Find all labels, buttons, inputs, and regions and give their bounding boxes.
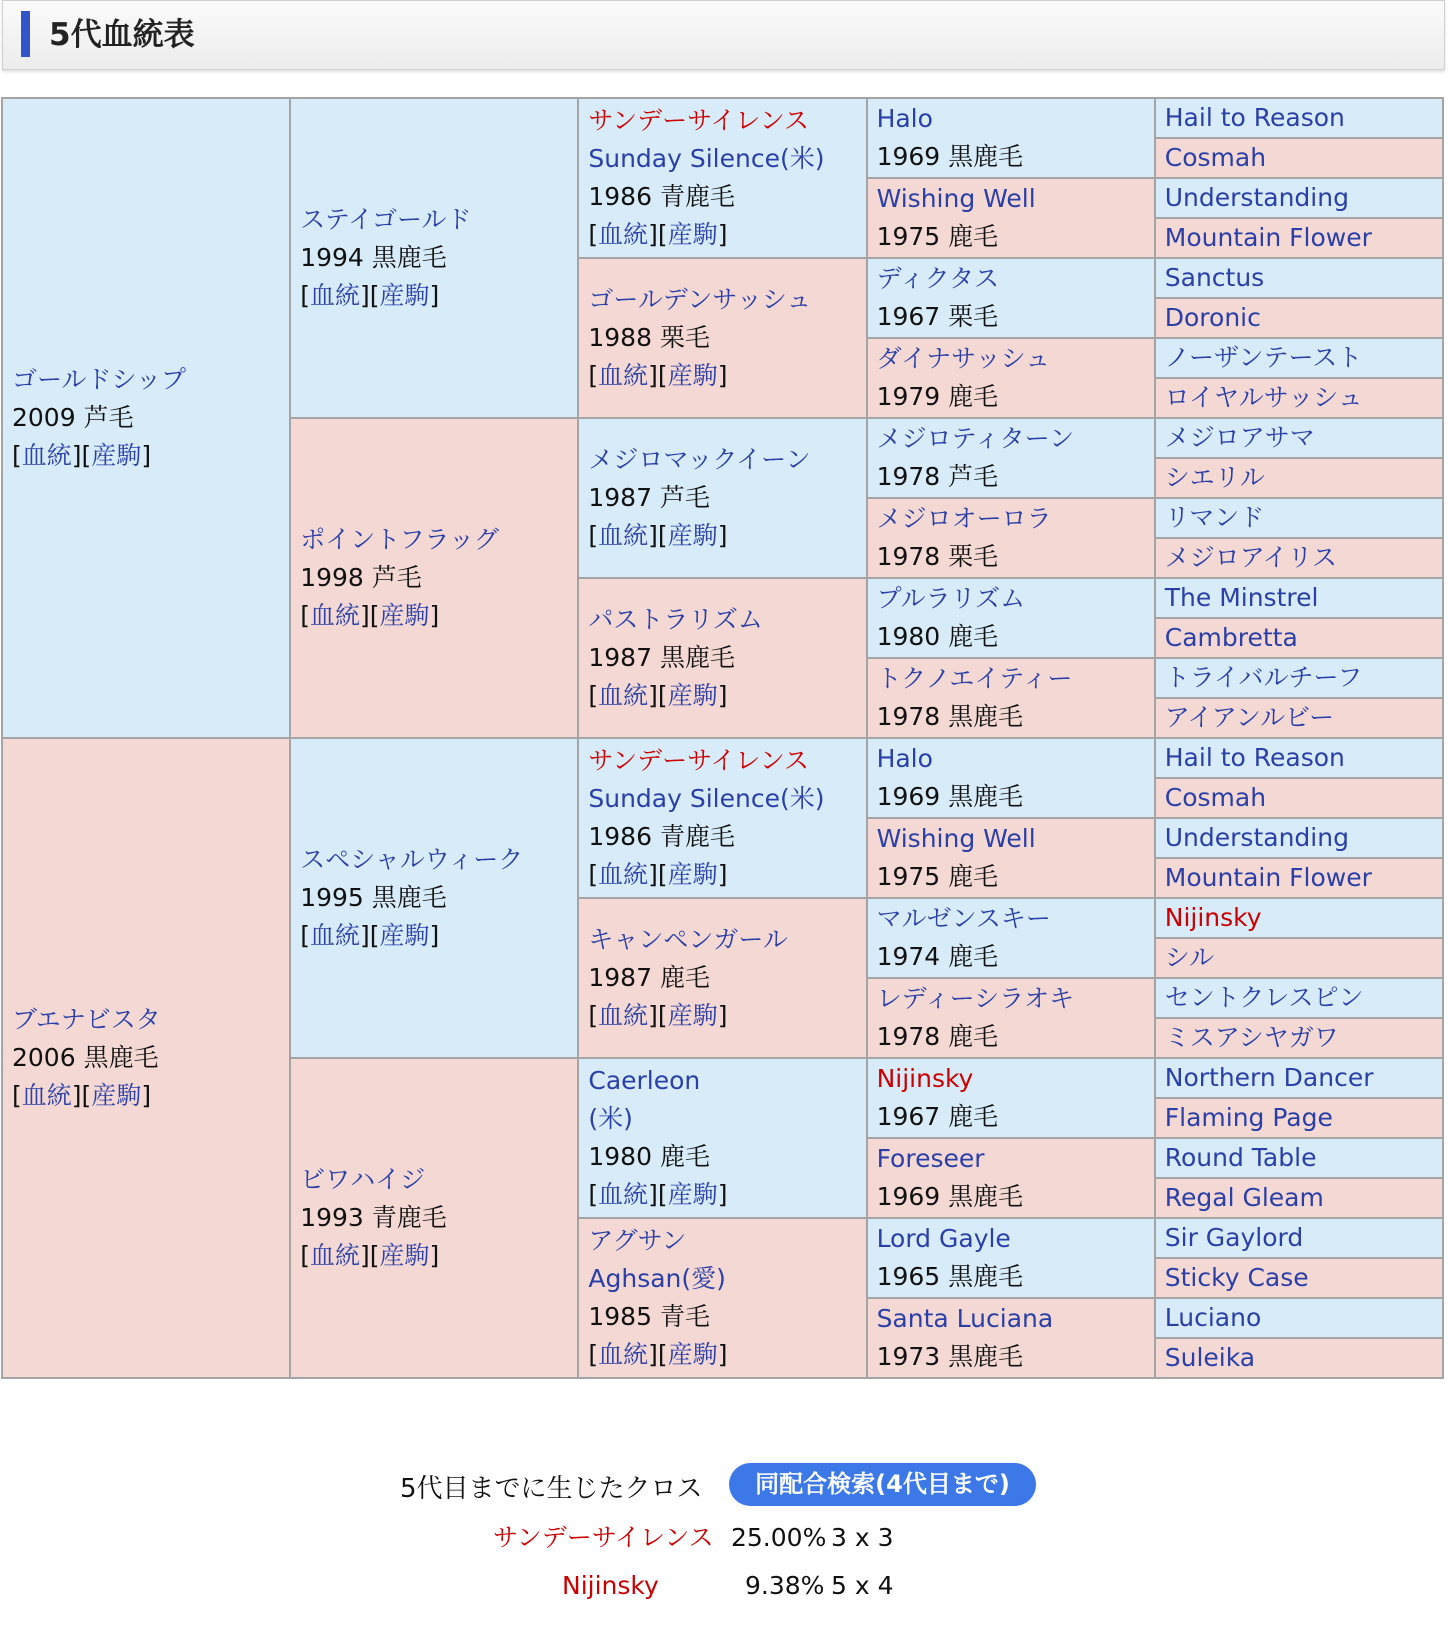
gen3-horse-name[interactable]: サンデーサイレンス (588, 746, 810, 775)
gen5-cell (1155, 258, 1443, 298)
gen4-horse-name[interactable]: メジロティターン (876, 424, 1075, 453)
gen5-cell (1155, 1178, 1443, 1218)
progeny-link[interactable]: 産駒 (667, 860, 718, 889)
bracket: [ (657, 220, 668, 249)
gen3-horse-name-alt[interactable]: Sunday Silence(米) (588, 784, 825, 813)
pedigree-link[interactable]: 血統 (598, 521, 649, 550)
gen5-horse-name[interactable]: トライバルチーフ (1164, 663, 1363, 692)
bracket: ] (648, 681, 658, 710)
gen3-horse-name[interactable]: アグサン (588, 1226, 687, 1255)
gen5-horse-name[interactable]: シエリル (1164, 463, 1265, 492)
pedigree-link[interactable]: 血統 (309, 921, 360, 950)
gen2-cell (290, 1058, 578, 1378)
section-title: 5代血統表 (49, 17, 195, 53)
gen3-horse-info: 1988 栗毛 (588, 323, 710, 352)
gen2-cell (290, 738, 578, 1058)
pedigree-links (588, 216, 865, 254)
gen3-horse-name[interactable]: Caerleon (588, 1066, 701, 1095)
progeny-link[interactable]: 産駒 (667, 220, 718, 249)
gen5-horse-name[interactable]: Doronic (1164, 303, 1261, 332)
gen1-horse-info: 2006 黒鹿毛 (12, 1043, 159, 1072)
gen2-horse-info: 1993 青鹿毛 (300, 1203, 447, 1232)
gen4-cell (867, 818, 1155, 898)
gen3-horse-info: 1987 黒鹿毛 (588, 643, 735, 672)
gen3-cell (578, 898, 866, 1058)
gen3-horse-name[interactable]: ゴールデンサッシュ (588, 285, 812, 314)
gen4-cell (867, 738, 1155, 818)
gen5-cell (1155, 1258, 1443, 1298)
gen4-cell (867, 178, 1155, 258)
bracket: ] (429, 1241, 440, 1270)
gen4-horse-name[interactable]: Wishing Well (876, 184, 1036, 213)
pedigree-link[interactable]: 血統 (598, 1180, 649, 1209)
gen5-horse-name[interactable]: Hail to Reason (1164, 743, 1345, 772)
gen3-cell (578, 1218, 866, 1378)
gen5-cell (1155, 178, 1443, 218)
gen4-cell (867, 98, 1155, 178)
gen4-horse-info: 1967 栗毛 (876, 302, 999, 331)
gen3-horse-info: 1980 鹿毛 (588, 1142, 710, 1171)
same-mating-search-button[interactable]: 同配合検索(4代目まで) (729, 1463, 1036, 1506)
gen5-cell (1155, 1218, 1443, 1258)
pedigree-links (588, 357, 865, 395)
gen4-horse-name[interactable]: トクノエイティー (876, 664, 1073, 693)
gen5-horse-name[interactable]: シル (1164, 943, 1215, 972)
gen5-horse-name[interactable]: Understanding (1164, 183, 1349, 212)
bracket: ] (141, 441, 152, 470)
gen5-horse-name[interactable]: Sticky Case (1164, 1263, 1309, 1292)
gen3-horse-name[interactable]: パストラリズム (588, 605, 763, 634)
gen1-horse-name[interactable]: ブエナビスタ (12, 1005, 161, 1034)
bracket: ] (429, 921, 440, 950)
bracket: [ (588, 860, 599, 889)
cross-percent: 9.38% (745, 1571, 825, 1600)
bracket: ] (648, 220, 658, 249)
gen5-horse-name[interactable]: Nijinsky (1164, 903, 1262, 932)
bracket: [ (300, 601, 310, 630)
gen3-horse-info: 1987 芦毛 (588, 483, 710, 512)
cross-title: 5代目までに生じたクロス (400, 1474, 703, 1504)
gen2-horse-name[interactable]: ポイントフラッグ (300, 525, 499, 554)
gen4-horse-info: 1969 黒鹿毛 (876, 1182, 1024, 1211)
bracket: [ (588, 681, 599, 710)
pedigree-links (588, 856, 865, 894)
pedigree-link[interactable]: 血統 (309, 281, 360, 310)
gen5-cell (1155, 138, 1443, 178)
gen1-cell (2, 738, 290, 1378)
gen5-cell (1155, 738, 1443, 778)
gen4-cell (867, 1058, 1155, 1138)
gen4-horse-info: 1978 栗毛 (876, 542, 999, 571)
gen4-horse-name[interactable]: マルゼンスキー (876, 904, 1051, 933)
gen4-cell (867, 338, 1155, 418)
gen5-cell (1155, 978, 1443, 1018)
gen3-horse-info: 1987 鹿毛 (588, 963, 710, 992)
gen5-horse-name[interactable]: Cosmah (1164, 783, 1267, 812)
gen3-horse-name[interactable]: サンデーサイレンス (588, 106, 810, 135)
section-accent-bar (21, 11, 30, 57)
bracket: [ (588, 361, 599, 390)
gen5-horse-name[interactable]: Cambretta (1164, 623, 1298, 652)
progeny-link[interactable]: 産駒 (667, 1001, 718, 1030)
gen4-horse-name[interactable]: Halo (876, 104, 933, 133)
gen4-cell (867, 658, 1155, 738)
pedigree-links (588, 1336, 865, 1374)
gen3-horse-info: 1986 青鹿毛 (588, 822, 735, 851)
bracket: ] (648, 1001, 658, 1030)
gen5-cell (1155, 618, 1443, 658)
gen5-cell (1155, 98, 1443, 138)
gen5-cell (1155, 458, 1443, 498)
gen4-horse-name[interactable]: Nijinsky (876, 1064, 974, 1093)
gen4-cell (867, 578, 1155, 658)
pedigree-link[interactable]: 血統 (598, 681, 649, 710)
gen4-horse-info: 1969 黒鹿毛 (876, 142, 1024, 171)
bracket: ] (648, 1180, 658, 1209)
bracket: ] (717, 1180, 728, 1209)
cross-generations: 3 x 3 (831, 1523, 894, 1552)
gen4-horse-name[interactable]: プルラリズム (876, 584, 1026, 613)
gen4-cell (867, 418, 1155, 498)
gen1-horse-info: 2009 芦毛 (12, 403, 134, 432)
bracket: [ (369, 1241, 380, 1270)
gen5-cell (1155, 898, 1443, 938)
gen5-horse-name[interactable]: Flaming Page (1164, 1103, 1333, 1132)
gen3-horse-name-alt[interactable]: Aghsan(愛) (588, 1264, 726, 1293)
gen4-cell (867, 1218, 1155, 1298)
gen5-horse-name[interactable]: リマンド (1164, 503, 1265, 532)
gen3-horse-name[interactable]: メジロマックイーン (588, 445, 811, 474)
gen2-cell (290, 418, 578, 738)
bracket: [ (588, 521, 599, 550)
pedigree-table (1, 97, 1444, 1379)
gen2-cell (290, 98, 578, 418)
bracket: ] (359, 921, 370, 950)
gen2-horse-info: 1995 黒鹿毛 (300, 883, 447, 912)
bracket: ] (717, 1340, 728, 1369)
gen5-horse-name[interactable]: アイアンルビー (1164, 703, 1335, 732)
pedigree-links (300, 1237, 577, 1275)
gen2-horse-name[interactable]: ステイゴールド (300, 205, 472, 234)
bracket: [ (369, 281, 380, 310)
pedigree-link[interactable]: 血統 (598, 1340, 649, 1369)
bracket: [ (657, 1001, 668, 1030)
gen2-horse-name[interactable]: ビワハイジ (300, 1165, 426, 1194)
bracket: [ (12, 441, 22, 470)
bracket: [ (300, 281, 310, 310)
gen5-cell (1155, 1098, 1443, 1138)
gen4-cell (867, 978, 1155, 1058)
bracket: ] (717, 681, 728, 710)
gen5-horse-name[interactable]: メジロアイリス (1164, 543, 1338, 572)
gen5-horse-name[interactable]: Mountain Flower (1164, 863, 1372, 892)
bracket: [ (300, 1241, 310, 1270)
bracket: ] (717, 1001, 728, 1030)
bracket: ] (717, 521, 728, 550)
pedigree-row (2, 98, 1443, 138)
bracket: ] (429, 601, 440, 630)
gen5-cell (1155, 818, 1443, 858)
bracket: ] (429, 281, 440, 310)
gen5-cell (1155, 1018, 1443, 1058)
gen4-horse-name[interactable]: Halo (876, 744, 933, 773)
bracket: ] (359, 281, 370, 310)
gen3-horse-name[interactable]: キャンペンガール (588, 925, 788, 954)
bracket: [ (588, 1001, 599, 1030)
progeny-link[interactable]: 産駒 (667, 1340, 718, 1369)
cross-generations: 5 x 4 (831, 1571, 894, 1600)
gen5-cell (1155, 218, 1443, 258)
pedigree-links (588, 517, 865, 555)
bracket: ] (717, 361, 728, 390)
gen4-cell (867, 258, 1155, 338)
gen4-horse-name[interactable]: Lord Gayle (876, 1224, 1011, 1253)
gen3-horse-info: 1985 青毛 (588, 1302, 710, 1331)
gen3-cell (578, 738, 866, 898)
section-header (2, 0, 1445, 70)
bracket: [ (657, 361, 668, 390)
pedigree-links (12, 1077, 289, 1115)
cross-horse-name[interactable]: Nijinsky (562, 1571, 659, 1600)
gen4-horse-info: 1975 鹿毛 (876, 222, 999, 251)
gen5-horse-name[interactable]: ロイヤルサッシュ (1164, 383, 1363, 412)
progeny-link[interactable]: 産駒 (667, 681, 718, 710)
gen4-cell (867, 1298, 1155, 1378)
progeny-link[interactable]: 産駒 (91, 441, 142, 470)
bracket: [ (369, 921, 380, 950)
gen4-horse-info: 1969 黒鹿毛 (876, 782, 1024, 811)
gen4-horse-name[interactable]: Foreseer (876, 1144, 985, 1173)
pedigree-link[interactable]: 血統 (309, 601, 360, 630)
gen2-horse-info: 1998 芦毛 (300, 563, 422, 592)
gen5-horse-name[interactable]: Regal Gleam (1164, 1183, 1324, 1212)
gen5-horse-name[interactable]: Round Table (1164, 1143, 1317, 1172)
gen4-horse-name[interactable]: レディーシラオキ (876, 984, 1075, 1013)
progeny-link[interactable]: 産駒 (667, 361, 718, 390)
bracket: ] (717, 860, 728, 889)
gen5-horse-name[interactable]: Understanding (1164, 823, 1349, 852)
pedigree-links (300, 277, 577, 315)
gen5-cell (1155, 578, 1443, 618)
bracket: [ (81, 1081, 92, 1110)
pedigree-link[interactable]: 血統 (309, 1241, 360, 1270)
progeny-link[interactable]: 産駒 (667, 521, 718, 550)
bracket: ] (71, 1081, 82, 1110)
gen5-cell (1155, 938, 1443, 978)
gen4-horse-name[interactable]: ディクタス (876, 264, 1000, 293)
bracket: ] (359, 601, 370, 630)
pedigree-link[interactable]: 血統 (598, 1001, 649, 1030)
gen5-horse-name[interactable]: Mountain Flower (1164, 223, 1372, 252)
bracket: ] (717, 220, 728, 249)
pedigree-links (12, 437, 289, 475)
bracket: [ (657, 1340, 668, 1369)
gen5-horse-name[interactable]: ノーザンテースト (1164, 343, 1363, 372)
gen5-horse-name[interactable]: Sanctus (1164, 263, 1265, 292)
pedigree-row (2, 738, 1443, 778)
gen4-cell (867, 1138, 1155, 1218)
gen5-horse-name[interactable]: セントクレスピン (1164, 983, 1364, 1012)
gen4-horse-info: 1980 鹿毛 (876, 622, 999, 651)
gen5-horse-name[interactable]: Sir Gaylord (1164, 1223, 1304, 1252)
gen5-horse-name[interactable]: Hail to Reason (1164, 103, 1345, 132)
gen4-horse-name[interactable]: メジロオーロラ (876, 504, 1052, 533)
pedigree-link[interactable]: 血統 (21, 1081, 72, 1110)
pedigree-links (300, 917, 577, 955)
gen4-horse-info: 1973 黒鹿毛 (876, 1342, 1024, 1371)
bracket: ] (359, 1241, 370, 1270)
bracket: [ (657, 1180, 668, 1209)
gen3-cell (578, 1058, 866, 1218)
gen3-cell (578, 578, 866, 738)
bracket: [ (300, 921, 310, 950)
gen5-cell (1155, 1338, 1443, 1378)
gen4-horse-info: 1978 黒鹿毛 (876, 702, 1024, 731)
progeny-link[interactable]: 産駒 (379, 1241, 430, 1270)
gen5-cell (1155, 418, 1443, 458)
gen5-cell (1155, 698, 1443, 738)
gen3-horse-info: 1986 青鹿毛 (588, 182, 735, 211)
gen4-horse-info: 1978 芦毛 (876, 462, 999, 491)
pedigree-links (588, 997, 865, 1035)
bracket: ] (648, 1340, 658, 1369)
bracket: [ (657, 521, 668, 550)
gen4-horse-info: 1967 鹿毛 (876, 1102, 999, 1131)
gen1-horse-name[interactable]: ゴールドシップ (12, 365, 187, 394)
gen5-cell (1155, 778, 1443, 818)
gen5-cell (1155, 298, 1443, 338)
bracket: ] (648, 860, 658, 889)
gen4-cell (867, 498, 1155, 578)
progeny-link[interactable]: 産駒 (91, 1081, 142, 1110)
gen4-horse-info: 1978 鹿毛 (876, 1022, 999, 1051)
gen5-horse-name[interactable]: メジロアサマ (1164, 423, 1315, 452)
gen5-cell (1155, 538, 1443, 578)
gen3-horse-name-alt[interactable]: (米) (588, 1104, 633, 1133)
gen3-cell (578, 418, 866, 578)
cross-horse-name[interactable]: サンデーサイレンス (493, 1523, 714, 1552)
bracket: [ (588, 1180, 599, 1209)
gen5-cell (1155, 1058, 1443, 1098)
gen5-cell (1155, 338, 1443, 378)
progeny-link[interactable]: 産駒 (379, 281, 430, 310)
bracket: ] (141, 1081, 152, 1110)
bracket: [ (12, 1081, 22, 1110)
pedigree-links (300, 597, 577, 635)
pedigree-links (588, 1176, 865, 1214)
gen4-cell (867, 898, 1155, 978)
bracket: [ (657, 681, 668, 710)
gen5-horse-name[interactable]: Luciano (1164, 1303, 1262, 1332)
bracket: [ (588, 220, 599, 249)
gen5-cell (1155, 378, 1443, 418)
gen1-cell (2, 98, 290, 738)
gen5-cell (1155, 498, 1443, 538)
gen3-cell (578, 258, 866, 418)
bracket: [ (369, 601, 380, 630)
gen4-horse-info: 1975 鹿毛 (876, 862, 999, 891)
gen2-horse-name[interactable]: スペシャルウィーク (300, 845, 524, 874)
gen5-cell (1155, 1298, 1443, 1338)
gen5-horse-name[interactable]: Suleika (1164, 1343, 1256, 1372)
gen4-horse-info: 1979 鹿毛 (876, 382, 999, 411)
gen5-cell (1155, 658, 1443, 698)
pedigree-link[interactable]: 血統 (598, 361, 649, 390)
gen4-horse-name[interactable]: Wishing Well (876, 824, 1036, 853)
gen4-horse-name[interactable]: ダイナサッシュ (876, 344, 1051, 373)
gen5-cell (1155, 1138, 1443, 1178)
gen4-horse-info: 1965 黒鹿毛 (876, 1262, 1024, 1291)
bracket: ] (648, 361, 658, 390)
pedigree-link[interactable]: 血統 (598, 220, 649, 249)
gen5-horse-name[interactable]: Cosmah (1164, 143, 1267, 172)
bracket: ] (648, 521, 658, 550)
pedigree-link[interactable]: 血統 (598, 860, 649, 889)
cross-percent: 25.00% (731, 1523, 827, 1552)
progeny-link[interactable]: 産駒 (379, 601, 430, 630)
gen5-horse-name[interactable]: The Minstrel (1164, 583, 1319, 612)
progeny-link[interactable]: 産駒 (379, 921, 430, 950)
gen4-horse-name[interactable]: Santa Luciana (876, 1304, 1054, 1333)
gen3-horse-name-alt[interactable]: Sunday Silence(米) (588, 144, 825, 173)
pedigree-links (588, 677, 865, 715)
gen5-cell (1155, 858, 1443, 898)
bracket: ] (71, 441, 82, 470)
bracket: [ (588, 1340, 599, 1369)
bracket: [ (657, 860, 668, 889)
pedigree-link[interactable]: 血統 (21, 441, 72, 470)
gen5-horse-name[interactable]: Northern Dancer (1164, 1063, 1374, 1092)
progeny-link[interactable]: 産駒 (667, 1180, 718, 1209)
gen3-cell (578, 98, 866, 258)
gen2-horse-info: 1994 黒鹿毛 (300, 243, 447, 272)
bracket: [ (81, 441, 92, 470)
gen5-horse-name[interactable]: ミスアシヤガワ (1164, 1023, 1339, 1052)
gen4-horse-info: 1974 鹿毛 (876, 942, 999, 971)
